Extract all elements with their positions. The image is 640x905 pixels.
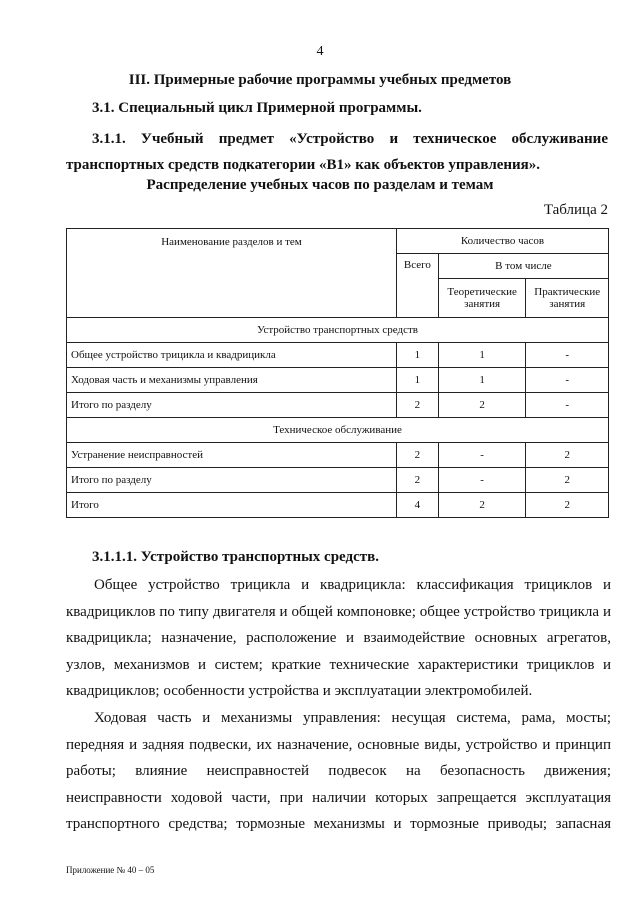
row-name: Итого (67, 493, 397, 518)
section-title: Техническое обслуживание (67, 418, 609, 443)
hours-table (66, 228, 609, 518)
header-theory-line1: Теоретические (447, 286, 517, 298)
table-row (67, 343, 609, 368)
header-including: В том числе (438, 254, 608, 279)
section-row (67, 318, 609, 343)
paragraph-line: транспортного средства; тормозные механизмы и тормозные приводы; запасная (66, 816, 611, 832)
header-theory-line2: занятия (464, 298, 501, 310)
subject-heading-line2: транспортных средств подкатегории «В1» как объектов управления». (66, 157, 541, 173)
row-practice: 2 (526, 443, 609, 468)
header-total: Всего (397, 254, 439, 318)
header-practice (526, 279, 609, 318)
table-row (67, 468, 609, 493)
row-practice: - (526, 343, 609, 368)
header-name: Наименование разделов и тем (67, 229, 397, 318)
subject-heading (66, 126, 608, 178)
subject-heading-line1: 3.1.1. Учебный предмет «Устройство и техническое обслуживание (92, 131, 608, 147)
paragraph-line: передняя и задняя подвески, их назначение, основные виды, устройство и принцип (66, 736, 611, 753)
row-total: 4 (397, 493, 439, 518)
table-label: Таблица 2 (543, 202, 608, 218)
row-name: Устранение неисправностей (67, 443, 397, 468)
table-row-grand-total (67, 493, 609, 518)
row-total: 2 (397, 393, 439, 418)
section-row (67, 418, 609, 443)
paragraph-running-gear (66, 705, 611, 838)
row-name: Ходовая часть и механизмы управления (67, 368, 397, 393)
header-hours: Количество часов (397, 229, 609, 254)
row-theory: 1 (438, 368, 526, 393)
row-theory: 2 (438, 493, 526, 518)
paragraph-general-design (66, 572, 611, 705)
paragraph-line: узлов, механизмов и систем; краткие технические характеристики трициклов и (66, 656, 611, 673)
paragraph-line: работы; влияние неисправностей подвесок на безопасность движения; (66, 763, 611, 779)
subsection-heading: 3.1. Специальный цикл Примерной программы. (92, 100, 422, 116)
paragraph-line: неисправности ходовой части, при наличии которых запрещается эксплуатация (66, 789, 611, 806)
table-row (67, 443, 609, 468)
header-theory (438, 279, 526, 318)
row-theory: 1 (438, 343, 526, 368)
row-name: Общее устройство трицикла и квадрицикла (67, 343, 397, 368)
row-theory: - (438, 468, 526, 493)
table-row (67, 393, 609, 418)
paragraph-line: квадрициклов; особенности устройства и эксплуатации электромобилей. (66, 683, 533, 699)
section-title: Устройство транспортных средств (67, 318, 609, 343)
footer-note: Приложение № 40 – 05 (66, 865, 155, 875)
topic-heading: 3.1.1.1. Устройство транспортных средств. (92, 549, 379, 565)
paragraph-line: квадрициклов по типу двигателя и общей компоновке; общее устройство трицикла и (66, 603, 611, 620)
row-theory: - (438, 443, 526, 468)
row-total: 1 (397, 343, 439, 368)
row-name: Итого по разделу (67, 468, 397, 493)
header-practice-line1: Практические (534, 286, 601, 298)
row-theory: 2 (438, 393, 526, 418)
row-total: 1 (397, 368, 439, 393)
row-practice: - (526, 393, 609, 418)
row-total: 2 (397, 468, 439, 493)
row-total: 2 (397, 443, 439, 468)
row-practice: 2 (526, 468, 609, 493)
paragraph-line: Ходовая часть и механизмы управления: несущая система, рама, мосты; (94, 710, 611, 726)
page-number: 4 (316, 44, 324, 59)
paragraph-line: квадрицикла; назначение, расположение и взаимодействие основных агрегатов, (66, 630, 611, 646)
row-name: Итого по разделу (67, 393, 397, 418)
distribution-heading: Распределение учебных часов по разделам и темам (146, 177, 494, 193)
header-practice-line2: занятия (549, 298, 586, 310)
row-practice: 2 (526, 493, 609, 518)
row-practice: - (526, 368, 609, 393)
section-heading: III. Примерные рабочие программы учебных предметов (128, 72, 512, 88)
table-header-row (67, 229, 609, 254)
table-row (67, 368, 609, 393)
paragraph-line: Общее устройство трицикла и квадрицикла: классификация трициклов и (94, 577, 611, 593)
